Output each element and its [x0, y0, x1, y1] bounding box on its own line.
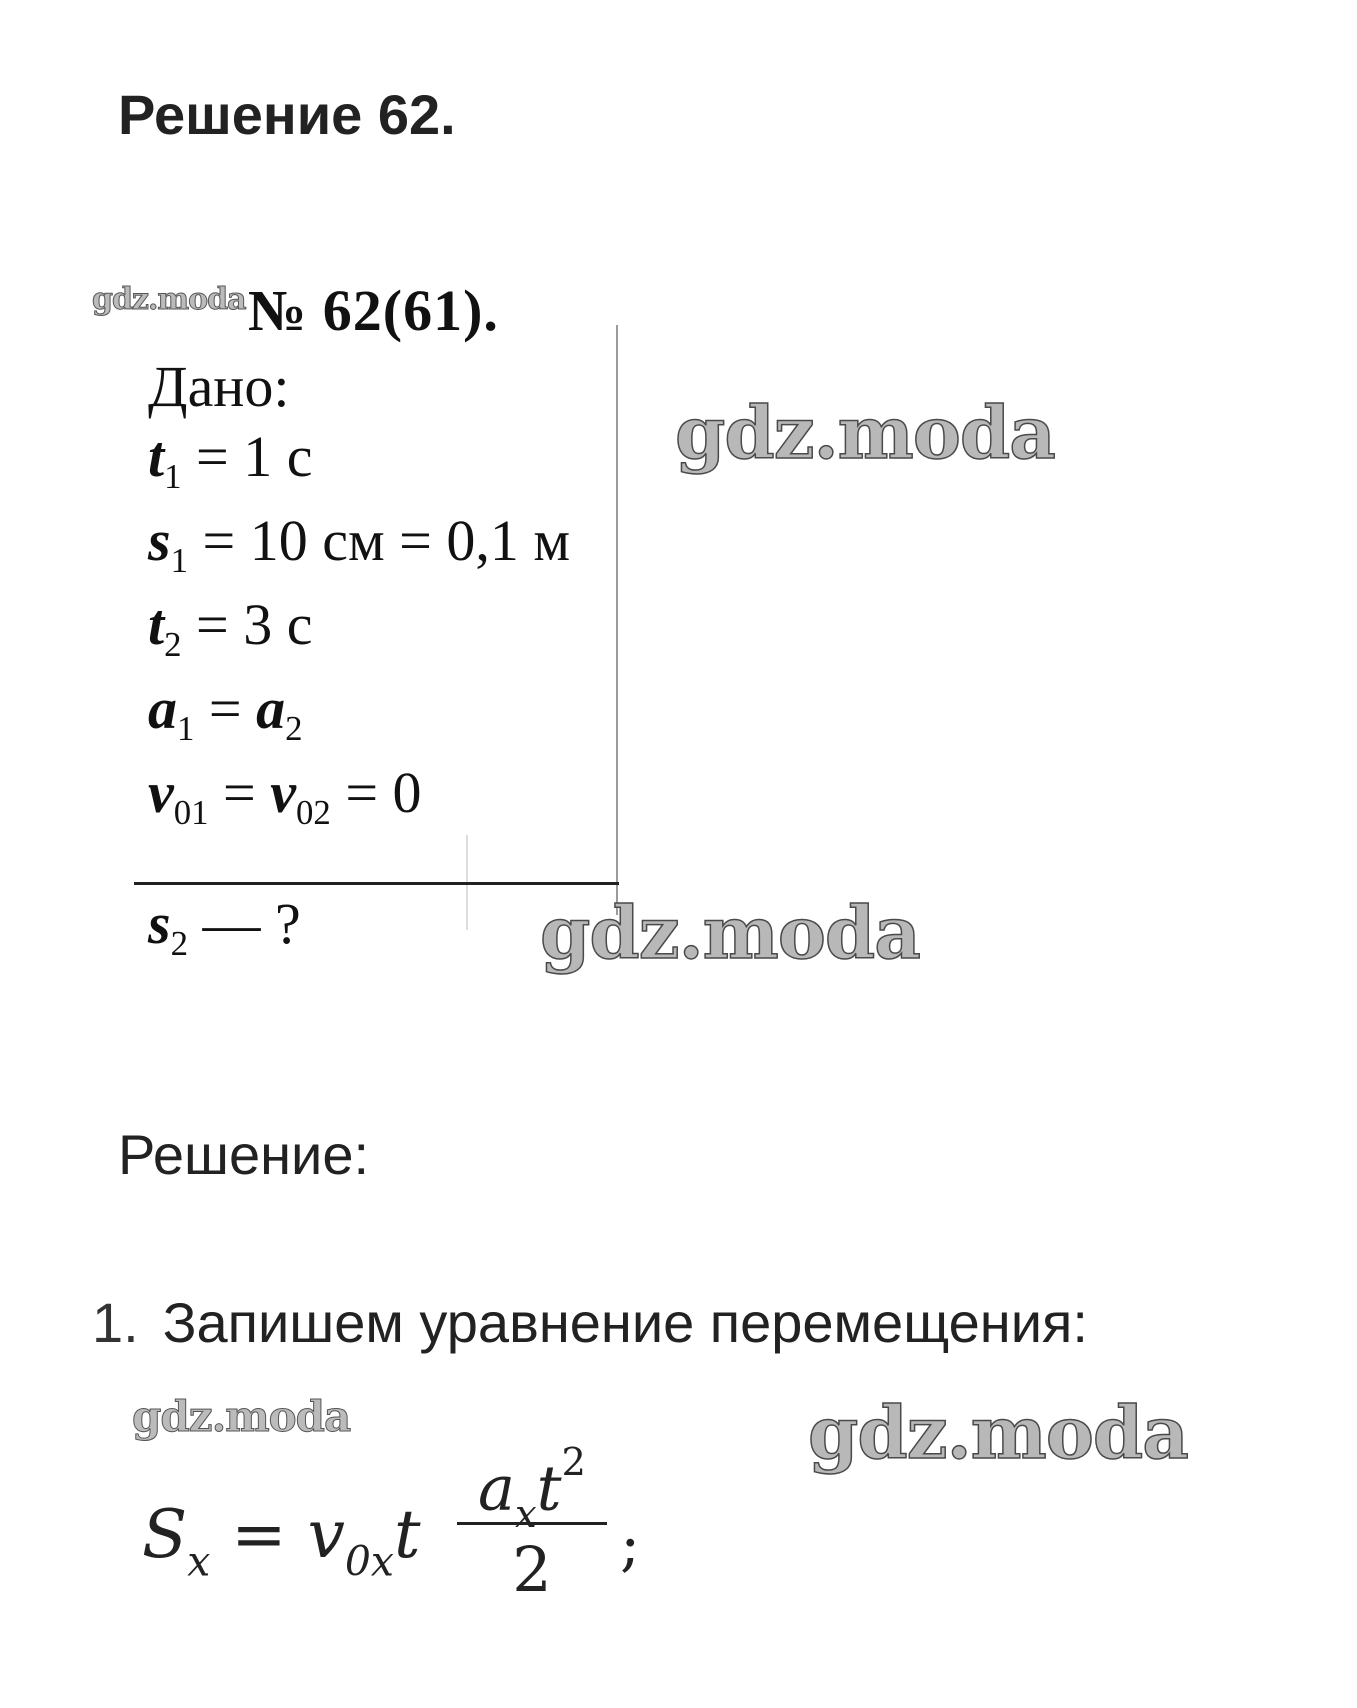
fraction-denominator: 2 [512, 1533, 552, 1606]
watermark: gdz.moda [92, 282, 246, 317]
heading: Решение 62. [118, 83, 456, 146]
given-divider-vertical [616, 325, 618, 915]
given-item: $a_1 = a_2$ [148, 676, 303, 749]
find-item: $s_2$ — ? [148, 891, 301, 964]
scanned-task [86, 255, 686, 995]
solution-label: Решение: [118, 1123, 370, 1186]
given-item: $v_{01} = v_{02} = 0$ [148, 760, 422, 833]
watermark: gdz.moda [808, 1390, 1188, 1475]
displacement-formula [142, 1440, 702, 1620]
given-item: $s_1 = 10$ см = 0,1 м [148, 508, 571, 581]
formula-fraction [457, 1440, 607, 1606]
fraction-numerator: $a_xt^2$ [477, 1440, 586, 1537]
given-item: $t_2 = 3$ с [148, 592, 313, 665]
task-number: № 62(61). [248, 278, 499, 343]
given-title: Дано: [148, 354, 290, 419]
step-text: Запишем уравнение перемещения: [162, 1291, 1088, 1354]
given-separator [134, 882, 619, 885]
formula-lhs: $S_x = v_{0x}t$ [142, 1496, 421, 1586]
given-item: $t_1 = 1$ с [148, 424, 313, 497]
watermark: gdz.moda [675, 390, 1055, 475]
formula-end: ; [620, 1510, 641, 1580]
step-number: 1. [92, 1291, 139, 1354]
given-list [148, 415, 570, 835]
watermark: gdz.moda [540, 890, 920, 975]
watermark: gdz.moda [132, 1392, 351, 1441]
solution-step [92, 1290, 1088, 1355]
